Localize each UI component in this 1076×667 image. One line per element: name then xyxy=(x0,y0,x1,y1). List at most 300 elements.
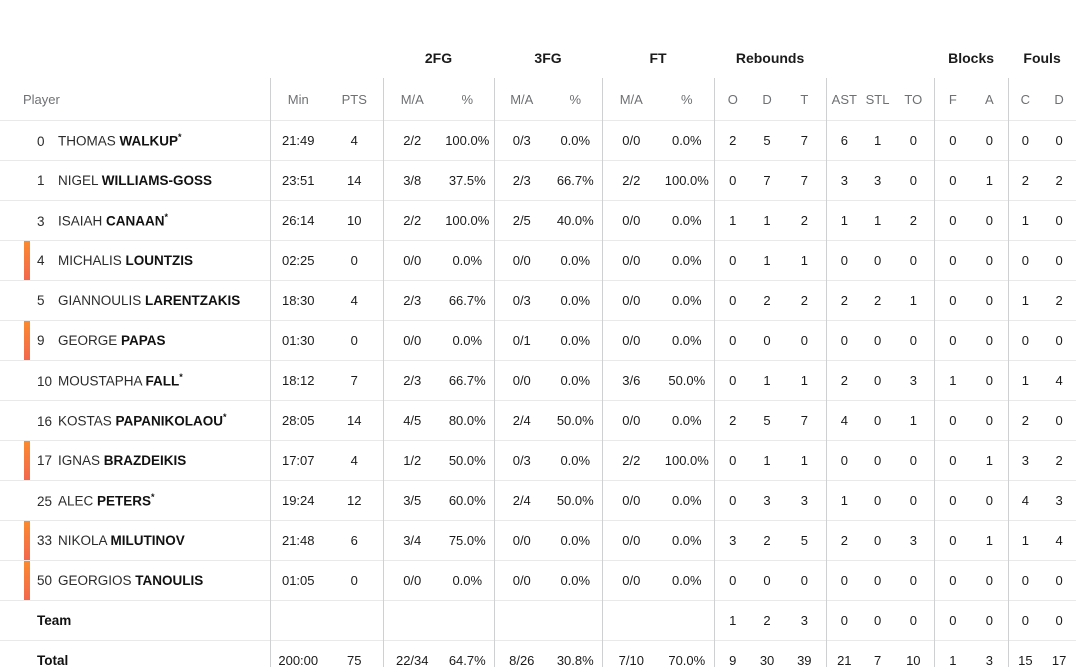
player-cell xyxy=(0,161,270,201)
group-header-row xyxy=(0,0,1076,78)
stat-cell-min: 200:00 xyxy=(270,641,326,667)
stat-cell-stl: 0 xyxy=(873,253,882,268)
stat-cell-to: 3 xyxy=(909,373,917,388)
player-column-header: Player xyxy=(23,91,60,107)
group-header-blank xyxy=(270,0,383,78)
stat-cell-min: 02:25 xyxy=(270,241,326,281)
stat-cell-blk-f: 0 xyxy=(934,161,971,201)
stat-cell-ft-pct: 50.0% xyxy=(668,373,706,388)
stat-cell-fg2-ma xyxy=(383,601,441,641)
stat-cell-foul-c: 15 xyxy=(1008,641,1042,667)
player-cell xyxy=(0,441,270,481)
stat-cell-reb-t: 39 xyxy=(797,653,812,667)
player-first-name: MICHALIS xyxy=(58,253,126,268)
stat-cell-pts: 14 xyxy=(347,173,362,188)
player-last-name: LARENTZAKIS xyxy=(145,293,241,308)
stat-cell-blk-a: 1 xyxy=(985,173,993,188)
player-first-name: MOUSTAPHA xyxy=(58,373,146,389)
stat-cell-blk-f: 0 xyxy=(934,441,971,481)
stat-cell-stl: 0 xyxy=(873,493,882,508)
stat-cell-reb-t: 1 xyxy=(800,453,808,468)
stat-cell-blk-a: 0 xyxy=(985,573,993,588)
stat-cell-foul-c: 3 xyxy=(1008,441,1042,481)
column-header-fg3-ma: M/A xyxy=(494,78,549,121)
column-header-blk-a: A xyxy=(984,91,994,107)
player-cell xyxy=(0,121,270,161)
player-first-name: THOMAS xyxy=(58,133,120,149)
stat-cell-fg3-ma: 8/26 xyxy=(494,641,549,667)
player-last-name: WILLIAMS-GOSS xyxy=(101,173,213,188)
stat-cell-fg2-pct: 80.0% xyxy=(448,413,486,428)
stat-cell-ft-pct: 100.0% xyxy=(664,453,709,468)
stat-cell-ast: 6 xyxy=(826,121,862,161)
stat-cell-reb-o: 0 xyxy=(714,361,751,401)
stat-cell-reb-d: 1 xyxy=(763,213,771,228)
stat-cell-foul-d: 0 xyxy=(1055,253,1063,268)
stat-cell-blk-f: 0 xyxy=(934,121,971,161)
stat-cell-foul-d: 0 xyxy=(1055,413,1063,428)
column-header-to: TO xyxy=(904,91,923,107)
stat-cell-reb-o: 0 xyxy=(714,441,751,481)
stat-cell-to: 1 xyxy=(909,413,917,428)
stat-cell-ft-pct: 0.0% xyxy=(671,493,702,508)
stat-cell-foul-c: 0 xyxy=(1008,321,1042,361)
stat-cell-reb-o: 0 xyxy=(714,561,751,601)
player-row[interactable] xyxy=(0,281,1076,321)
stat-cell-min: 01:05 xyxy=(270,561,326,601)
stat-cell-fg3-pct: 0.0% xyxy=(560,573,591,588)
stat-cell-blk-f: 0 xyxy=(934,601,971,641)
on-court-marker xyxy=(24,321,30,360)
jersey-number: 16 xyxy=(37,413,53,429)
stat-cell-blk-a: 0 xyxy=(985,133,993,148)
stat-cell-min: 17:07 xyxy=(270,441,326,481)
table-body xyxy=(0,121,1076,667)
stat-cell-ast: 0 xyxy=(826,441,862,481)
stat-cell-pts xyxy=(326,601,383,641)
stat-cell-ft-pct: 0.0% xyxy=(671,213,702,228)
stat-cell-to: 3 xyxy=(909,533,917,548)
stat-cell-to: 0 xyxy=(909,133,917,148)
column-header-foul-c: C xyxy=(1008,78,1042,121)
stat-cell-foul-d: 17 xyxy=(1051,653,1067,667)
starter-asterisk: * xyxy=(223,412,227,423)
stat-cell-stl: 0 xyxy=(873,453,882,468)
stat-cell-fg3-pct: 30.8% xyxy=(556,653,594,667)
stat-cell-fg2-pct: 66.7% xyxy=(448,293,486,308)
column-header-fg3-pct: % xyxy=(569,91,582,107)
jersey-number: 1 xyxy=(37,173,45,188)
player-row[interactable] xyxy=(0,441,1076,481)
stat-cell-reb-t: 3 xyxy=(800,613,808,628)
stat-cell-foul-d: 0 xyxy=(1055,573,1063,588)
stat-cell-min: 23:51 xyxy=(270,161,326,201)
stat-cell-to: 2 xyxy=(909,213,917,228)
stat-cell-ft-pct: 0.0% xyxy=(671,413,702,428)
jersey-number: 3 xyxy=(37,213,45,229)
stat-cell-reb-t: 7 xyxy=(800,133,808,148)
player-row[interactable] xyxy=(0,361,1076,401)
stat-cell-foul-c: 2 xyxy=(1008,401,1042,441)
stat-cell-ft-pct: 0.0% xyxy=(671,333,702,348)
stat-cell-ft-ma: 0/0 xyxy=(602,401,660,441)
group-header-3fg: 3FG xyxy=(534,50,562,66)
stat-cell-reb-o: 0 xyxy=(714,481,751,521)
jersey-number: 33 xyxy=(37,533,53,548)
stat-cell-reb-o: 0 xyxy=(714,321,751,361)
on-court-marker xyxy=(24,561,30,600)
stat-cell-fg3-pct: 0.0% xyxy=(560,293,591,308)
stat-cell-ast: 1 xyxy=(826,201,862,241)
column-header-ast: AST xyxy=(826,78,862,121)
stat-cell-reb-o: 3 xyxy=(714,521,751,561)
stat-cell-fg2-pct xyxy=(441,601,494,641)
stat-cell-min: 18:30 xyxy=(270,281,326,321)
player-last-name: CANAAN xyxy=(106,213,165,229)
stat-cell-ft-pct xyxy=(660,601,714,641)
stat-cell-ast: 4 xyxy=(826,401,862,441)
stat-cell-ft-ma: 3/6 xyxy=(602,361,660,401)
stat-cell-reb-t: 7 xyxy=(800,413,808,428)
stat-cell-fg3-pct: 0.0% xyxy=(560,453,591,468)
group-header-ft: FT xyxy=(649,50,667,66)
stat-cell-foul-c: 1 xyxy=(1008,281,1042,321)
player-cell xyxy=(0,481,270,521)
column-header-stl: STL xyxy=(865,91,890,107)
stat-cell-fg2-pct: 0.0% xyxy=(452,253,483,268)
player-cell xyxy=(0,401,270,441)
stat-cell-blk-f: 0 xyxy=(934,241,971,281)
stat-cell-fg2-ma: 2/3 xyxy=(383,361,441,401)
stat-cell-foul-c: 0 xyxy=(1008,241,1042,281)
player-row[interactable] xyxy=(0,521,1076,561)
stat-cell-reb-d: 7 xyxy=(763,173,771,188)
stat-cell-ast: 2 xyxy=(826,521,862,561)
stat-cell-reb-d: 5 xyxy=(763,413,771,428)
stat-cell-stl: 0 xyxy=(873,533,882,548)
player-cell xyxy=(0,321,270,361)
column-header-reb-o: O xyxy=(714,78,751,121)
stat-cell-blk-a: 0 xyxy=(985,413,993,428)
stat-cell-fg3-ma: 0/0 xyxy=(494,561,549,601)
stat-cell-reb-o: 9 xyxy=(714,641,751,667)
stat-cell-fg2-ma: 3/5 xyxy=(383,481,441,521)
player-first-name: GIANNOULIS xyxy=(58,293,146,308)
stat-cell-ft-pct: 0.0% xyxy=(671,573,702,588)
stat-cell-blk-a: 0 xyxy=(985,613,993,628)
stat-cell-fg2-ma: 22/34 xyxy=(383,641,441,667)
stat-cell-reb-t: 5 xyxy=(800,533,808,548)
group-header-spacer xyxy=(0,0,270,78)
stat-cell-fg3-pct: 0.0% xyxy=(560,333,591,348)
stat-cell-foul-d: 4 xyxy=(1055,373,1063,388)
stat-cell-fg2-pct: 0.0% xyxy=(452,573,483,588)
stat-cell-reb-t: 2 xyxy=(800,213,808,228)
stat-cell-fg2-pct: 75.0% xyxy=(448,533,486,548)
stat-cell-to: 0 xyxy=(909,573,917,588)
stat-cell-ft-pct: 0.0% xyxy=(671,533,702,548)
stat-cell-blk-f: 0 xyxy=(934,481,971,521)
stat-cell-to: 0 xyxy=(909,613,917,628)
stat-cell-blk-f: 0 xyxy=(934,201,971,241)
stat-cell-fg2-ma: 1/2 xyxy=(383,441,441,481)
stat-cell-to: 0 xyxy=(909,493,917,508)
stat-cell-fg2-ma: 2/3 xyxy=(383,281,441,321)
stat-cell-reb-o: 2 xyxy=(714,121,751,161)
stat-cell-ft-ma: 2/2 xyxy=(602,161,660,201)
group-header-rebounds: Rebounds xyxy=(735,50,805,66)
player-last-name: PAPANIKOLAOU xyxy=(115,413,224,429)
stat-cell-fg3-pct: 0.0% xyxy=(560,533,591,548)
player-cell xyxy=(0,521,270,561)
player-last-name: LOUNTZIS xyxy=(125,253,194,268)
stat-cell-foul-c: 0 xyxy=(1008,121,1042,161)
stat-cell-ft-pct: 0.0% xyxy=(671,293,702,308)
stat-cell-min: 21:49 xyxy=(270,121,326,161)
stat-cell-foul-c: 4 xyxy=(1008,481,1042,521)
stat-cell-foul-c: 0 xyxy=(1008,601,1042,641)
stat-cell-ft-ma: 0/0 xyxy=(602,281,660,321)
stat-cell-stl: 2 xyxy=(873,293,882,308)
player-last-name: PETERS xyxy=(97,493,152,509)
player-row[interactable] xyxy=(0,481,1076,521)
stat-cell-blk-a: 3 xyxy=(985,653,993,667)
player-row[interactable] xyxy=(0,561,1076,601)
column-header-reb-t: T xyxy=(800,91,809,107)
player-row[interactable] xyxy=(0,121,1076,161)
column-header-foul-d: D xyxy=(1054,91,1064,107)
stat-cell-stl: 0 xyxy=(873,613,882,628)
column-header-row xyxy=(0,78,1076,121)
stat-cell-fg3-ma: 2/4 xyxy=(494,401,549,441)
stat-cell-fg3-pct: 40.0% xyxy=(556,213,594,228)
player-first-name: KOSTAS xyxy=(58,413,116,429)
stat-cell-ft-pct: 0.0% xyxy=(671,253,702,268)
stat-cell-foul-d: 0 xyxy=(1055,213,1063,228)
stat-cell-ft-ma xyxy=(602,601,660,641)
stat-cell-reb-o: 1 xyxy=(714,601,751,641)
stat-cell-pts: 10 xyxy=(347,213,362,228)
stat-cell-foul-d: 2 xyxy=(1055,453,1063,468)
stat-cell-min: 21:48 xyxy=(270,521,326,561)
stat-cell-to: 1 xyxy=(909,293,917,308)
column-header-pts: PTS xyxy=(341,91,367,107)
stat-cell-pts: 0 xyxy=(350,333,358,348)
column-header-fg2-pct: % xyxy=(461,91,474,107)
stat-cell-fg2-pct: 100.0% xyxy=(445,133,490,148)
stat-cell-reb-t: 2 xyxy=(800,293,808,308)
stat-cell-blk-f: 1 xyxy=(934,361,971,401)
stat-cell-blk-a: 0 xyxy=(985,213,993,228)
stat-cell-ast: 2 xyxy=(826,361,862,401)
starter-asterisk: * xyxy=(164,212,169,223)
stat-cell-fg3-pct: 50.0% xyxy=(556,413,594,428)
stat-cell-reb-d: 2 xyxy=(763,293,771,308)
starter-asterisk: * xyxy=(179,372,183,383)
player-first-name: NIKOLA xyxy=(58,533,111,548)
stat-cell-to: 0 xyxy=(909,453,917,468)
stat-cell-reb-d: 30 xyxy=(759,653,775,667)
stat-cell-fg2-ma: 3/8 xyxy=(383,161,441,201)
stat-cell-reb-t: 0 xyxy=(800,333,808,348)
stat-cell-foul-d: 2 xyxy=(1055,173,1063,188)
stat-cell-fg3-pct: 0.0% xyxy=(560,253,591,268)
player-cell xyxy=(0,561,270,601)
stat-cell-reb-d: 5 xyxy=(763,133,771,148)
group-header-fouls: Fouls xyxy=(1023,50,1061,66)
stat-cell-fg2-pct: 50.0% xyxy=(448,453,486,468)
player-first-name: GEORGIOS xyxy=(58,573,136,588)
stat-cell-reb-d: 0 xyxy=(763,333,771,348)
stat-cell-fg3-ma: 0/0 xyxy=(494,521,549,561)
stat-cell-pts: 12 xyxy=(347,493,362,508)
player-last-name: BRAZDEIKIS xyxy=(103,453,187,468)
on-court-marker xyxy=(24,241,30,280)
stat-cell-min: 19:24 xyxy=(270,481,326,521)
column-header-fg2-ma: M/A xyxy=(383,78,441,121)
stat-cell-fg3-ma: 0/0 xyxy=(494,361,549,401)
stat-cell-foul-c: 1 xyxy=(1008,201,1042,241)
column-header-ft-ma: M/A xyxy=(602,78,660,121)
player-row[interactable] xyxy=(0,201,1076,241)
stat-cell-fg2-pct: 100.0% xyxy=(445,213,490,228)
column-header-min: Min xyxy=(270,78,326,121)
stat-cell-fg3-ma: 0/3 xyxy=(494,281,549,321)
player-row[interactable] xyxy=(0,241,1076,281)
player-last-name: MILUTINOV xyxy=(110,533,185,548)
stat-cell-pts: 14 xyxy=(347,413,362,428)
stat-cell-blk-a: 0 xyxy=(985,493,993,508)
stat-cell-foul-d: 4 xyxy=(1055,533,1063,548)
stat-cell-stl: 1 xyxy=(873,133,882,148)
jersey-number: 5 xyxy=(37,293,45,308)
stat-cell-fg2-ma: 0/0 xyxy=(383,241,441,281)
stat-cell-foul-d: 3 xyxy=(1055,493,1063,508)
stat-cell-stl: 0 xyxy=(873,413,882,428)
stat-cell-stl: 0 xyxy=(873,573,882,588)
stat-cell-min: 26:14 xyxy=(270,201,326,241)
player-first-name: IGNAS xyxy=(58,453,104,468)
stat-cell-reb-t: 3 xyxy=(800,493,808,508)
column-header-blk-f: F xyxy=(934,78,971,121)
stat-cell-stl: 1 xyxy=(873,213,882,228)
stat-cell-fg3-ma: 2/4 xyxy=(494,481,549,521)
stat-cell-min: 18:12 xyxy=(270,361,326,401)
starter-asterisk: * xyxy=(151,492,155,503)
stat-cell-pts: 0 xyxy=(350,573,358,588)
stat-cell-fg3-pct xyxy=(549,601,602,641)
jersey-number: 0 xyxy=(37,133,45,149)
stat-cell-fg3-pct: 50.0% xyxy=(556,493,594,508)
stat-cell-blk-a: 1 xyxy=(985,533,993,548)
jersey-number: 25 xyxy=(37,493,53,509)
stat-cell-pts: 0 xyxy=(350,253,358,268)
jersey-number: 17 xyxy=(37,453,53,468)
stat-cell-blk-f: 0 xyxy=(934,521,971,561)
player-row[interactable] xyxy=(0,321,1076,361)
stat-cell-reb-o: 0 xyxy=(714,281,751,321)
stat-cell-ast: 1 xyxy=(826,481,862,521)
stat-cell-blk-a: 0 xyxy=(985,373,993,388)
stat-cell-fg2-ma: 3/4 xyxy=(383,521,441,561)
stat-cell-ast: 0 xyxy=(826,241,862,281)
player-last-name: PAPAS xyxy=(121,333,166,348)
stat-cell-ft-ma: 0/0 xyxy=(602,481,660,521)
stat-cell-fg3-ma: 0/3 xyxy=(494,121,549,161)
stat-cell-fg3-pct: 0.0% xyxy=(560,373,591,388)
player-last-name: WALKUP xyxy=(119,133,179,149)
group-header-blocks: Blocks xyxy=(948,50,995,66)
stat-cell-foul-c: 0 xyxy=(1008,561,1042,601)
stat-cell-fg2-ma: 0/0 xyxy=(383,321,441,361)
total-row xyxy=(0,641,1076,667)
stat-cell-fg2-ma: 4/5 xyxy=(383,401,441,441)
stat-cell-reb-t: 1 xyxy=(800,373,808,388)
player-last-name: TANOULIS xyxy=(135,573,204,588)
stat-cell-ast: 2 xyxy=(826,281,862,321)
stat-cell-foul-c: 2 xyxy=(1008,161,1042,201)
stat-cell-fg2-pct: 64.7% xyxy=(448,653,486,667)
stat-cell-foul-d: 0 xyxy=(1055,133,1063,148)
stat-cell-ft-ma: 7/10 xyxy=(602,641,660,667)
total-label: Total xyxy=(37,653,69,667)
player-cell xyxy=(0,281,270,321)
stat-cell-min: 01:30 xyxy=(270,321,326,361)
stat-cell-ft-pct: 70.0% xyxy=(668,653,706,667)
stat-cell-foul-c: 1 xyxy=(1008,361,1042,401)
player-row[interactable] xyxy=(0,161,1076,201)
stat-cell-ast: 21 xyxy=(826,641,862,667)
player-cell xyxy=(0,361,270,401)
player-row[interactable] xyxy=(0,401,1076,441)
stat-cell-fg3-ma: 2/3 xyxy=(494,161,549,201)
stat-cell-blk-a: 1 xyxy=(985,453,993,468)
player-first-name: ISAIAH xyxy=(58,213,107,229)
stat-cell-reb-d: 2 xyxy=(763,613,771,628)
stat-cell-pts: 4 xyxy=(350,293,358,308)
table-header xyxy=(0,0,1076,121)
stat-cell-to: 10 xyxy=(906,653,921,667)
stat-cell-blk-f: 0 xyxy=(934,281,971,321)
stat-cell-to: 0 xyxy=(909,333,917,348)
player-first-name: ALEC xyxy=(58,493,98,509)
stat-cell-ft-ma: 0/0 xyxy=(602,321,660,361)
jersey-number: 50 xyxy=(37,573,53,588)
stat-cell-fg3-ma: 0/0 xyxy=(494,241,549,281)
stat-cell-reb-d: 3 xyxy=(763,493,771,508)
stat-cell-to: 0 xyxy=(909,253,917,268)
stat-cell-reb-o: 1 xyxy=(714,201,751,241)
stat-cell-stl: 0 xyxy=(873,333,882,348)
stat-cell-reb-d: 1 xyxy=(763,453,771,468)
stat-cell-fg3-ma: 2/5 xyxy=(494,201,549,241)
stat-cell-fg2-pct: 60.0% xyxy=(448,493,486,508)
stat-cell-ast: 0 xyxy=(826,601,862,641)
stat-cell-fg2-ma: 2/2 xyxy=(383,201,441,241)
stat-cell-ft-pct: 0.0% xyxy=(671,133,702,148)
stat-cell-fg2-pct: 37.5% xyxy=(448,173,486,188)
stat-cell-fg3-ma: 0/1 xyxy=(494,321,549,361)
stat-cell-stl: 3 xyxy=(873,173,882,188)
stat-cell-foul-d: 2 xyxy=(1055,293,1063,308)
stat-cell-pts: 75 xyxy=(347,653,362,667)
stat-cell-stl: 0 xyxy=(873,373,882,388)
column-header-reb-d: D xyxy=(762,91,772,107)
stat-cell-reb-d: 2 xyxy=(763,533,771,548)
stat-cell-fg3-ma: 0/3 xyxy=(494,441,549,481)
stat-cell-ast: 0 xyxy=(826,561,862,601)
on-court-marker xyxy=(24,521,30,560)
